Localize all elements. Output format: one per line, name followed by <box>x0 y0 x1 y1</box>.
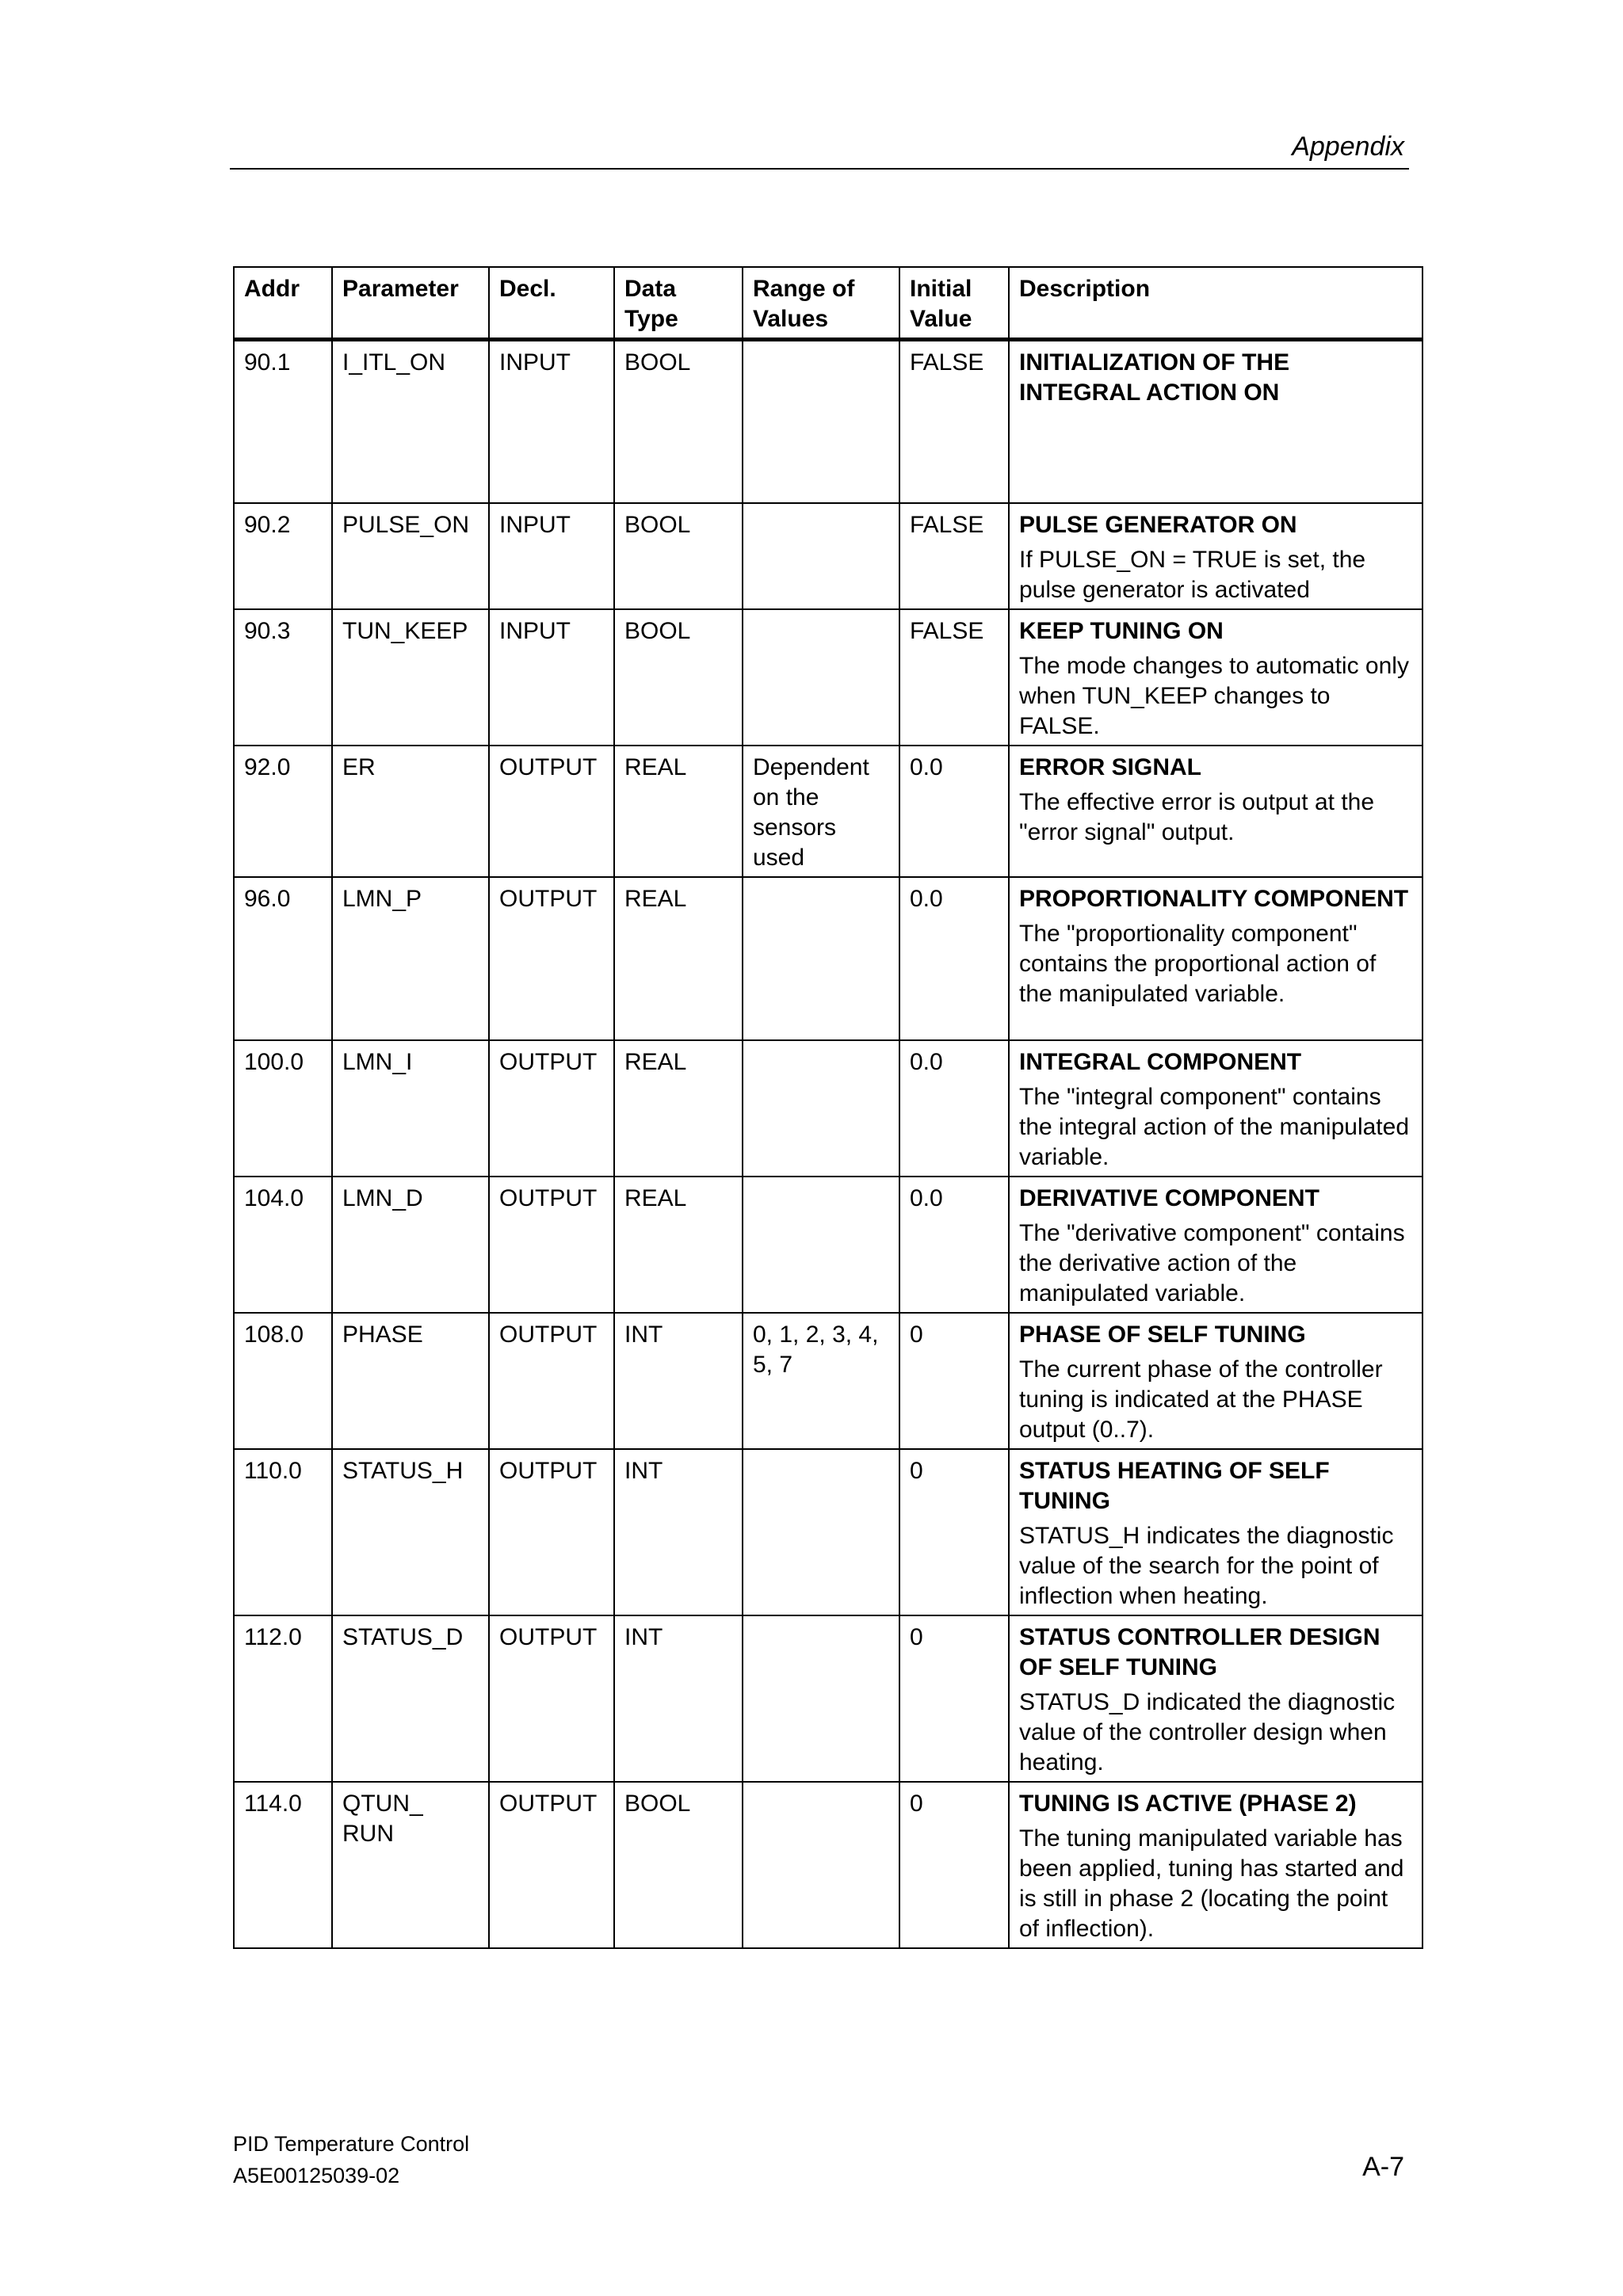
cell-initial: FALSE <box>899 609 1009 746</box>
cell-range <box>743 877 899 1040</box>
table-row <box>234 340 1423 503</box>
cell-decl: INPUT <box>489 340 614 503</box>
column-header-initial-value: Initial Value <box>899 267 1009 340</box>
table-header-row <box>234 267 1423 340</box>
cell-decl: OUTPUT <box>489 877 614 1040</box>
cell-description <box>1009 609 1423 746</box>
description-text: The "proportionality component" contains the proportional action of the manipulated variable. <box>1019 920 1377 1007</box>
table-row <box>234 503 1423 609</box>
column-header-data-type: Data Type <box>614 267 743 340</box>
cell-initial: 0.0 <box>899 746 1009 877</box>
cell-parameter: I_ITL_ON <box>332 340 489 503</box>
cell-type: REAL <box>614 1040 743 1177</box>
cell-range <box>743 1177 899 1313</box>
cell-decl: INPUT <box>489 609 614 746</box>
cell-decl: OUTPUT <box>489 1040 614 1177</box>
cell-initial: 0.0 <box>899 1177 1009 1313</box>
cell-parameter: STATUS_D <box>332 1615 489 1782</box>
description-title: PHASE OF SELF TUNING <box>1019 1321 1306 1348</box>
cell-range: 0, 1, 2, 3, 4, 5, 7 <box>743 1313 899 1449</box>
cell-initial: 0.0 <box>899 1040 1009 1177</box>
cell-type: INT <box>614 1313 743 1449</box>
description-title: INITIALIZATION OF THE INTEGRAL ACTION ON <box>1019 349 1290 406</box>
cell-addr: 90.2 <box>234 503 332 609</box>
cell-type: REAL <box>614 746 743 877</box>
description-text: The "integral component" contains the integral action of the manipulated variable. <box>1019 1083 1409 1170</box>
description-text: STATUS_D indicated the diagnostic value of the controller design when heating. <box>1019 1688 1396 1775</box>
cell-addr: 90.1 <box>234 340 332 503</box>
cell-addr: 108.0 <box>234 1313 332 1449</box>
column-header-description: Description <box>1009 267 1423 340</box>
cell-addr: 104.0 <box>234 1177 332 1313</box>
cell-type: INT <box>614 1615 743 1782</box>
description-text: The current phase of the controller tuning is indicated at the PHASE output (0..7). <box>1019 1356 1383 1443</box>
cell-decl: OUTPUT <box>489 746 614 877</box>
cell-description <box>1009 746 1423 877</box>
cell-range <box>743 1782 899 1948</box>
cell-type: BOOL <box>614 503 743 609</box>
cell-decl: OUTPUT <box>489 1782 614 1948</box>
cell-addr: 112.0 <box>234 1615 332 1782</box>
description-title: INTEGRAL COMPONENT <box>1019 1048 1302 1075</box>
description-title: TUNING IS ACTIVE (PHASE 2) <box>1019 1790 1357 1817</box>
table-row <box>234 1040 1423 1177</box>
description-title: PULSE GENERATOR ON <box>1019 511 1297 538</box>
description-title: STATUS HEATING OF SELF TUNING <box>1019 1457 1330 1514</box>
table-row <box>234 1177 1423 1313</box>
column-header-range: Range of Values <box>743 267 899 340</box>
cell-type: BOOL <box>614 609 743 746</box>
cell-initial: 0 <box>899 1782 1009 1948</box>
page-number: A-7 <box>1362 2152 1404 2182</box>
cell-addr: 110.0 <box>234 1449 332 1615</box>
column-header-parameter: Parameter <box>332 267 489 340</box>
cell-range <box>743 503 899 609</box>
cell-addr: 90.3 <box>234 609 332 746</box>
cell-description <box>1009 1177 1423 1313</box>
cell-range <box>743 340 899 503</box>
cell-addr: 100.0 <box>234 1040 332 1177</box>
cell-decl: OUTPUT <box>489 1313 614 1449</box>
cell-decl: INPUT <box>489 503 614 609</box>
cell-description <box>1009 1313 1423 1449</box>
cell-parameter: LMN_I <box>332 1040 489 1177</box>
description-title: PROPORTIONALITY COMPONENT <box>1019 885 1409 912</box>
cell-range <box>743 1615 899 1782</box>
header-rule <box>230 168 1409 170</box>
cell-parameter: PHASE <box>332 1313 489 1449</box>
cell-parameter: TUN_KEEP <box>332 609 489 746</box>
cell-initial: 0 <box>899 1449 1009 1615</box>
table-row <box>234 1615 1423 1782</box>
cell-range <box>743 1040 899 1177</box>
cell-type: REAL <box>614 1177 743 1313</box>
cell-description <box>1009 877 1423 1040</box>
cell-description <box>1009 1615 1423 1782</box>
section-title: Appendix <box>1292 132 1404 162</box>
cell-range <box>743 1449 899 1615</box>
cell-parameter: ER <box>332 746 489 877</box>
column-header-decl: Decl. <box>489 267 614 340</box>
cell-initial: 0 <box>899 1313 1009 1449</box>
cell-parameter: STATUS_H <box>332 1449 489 1615</box>
table-row <box>234 1313 1423 1449</box>
cell-parameter: LMN_D <box>332 1177 489 1313</box>
cell-type: BOOL <box>614 1782 743 1948</box>
parameter-table <box>233 266 1423 1949</box>
cell-parameter: QTUN_ RUN <box>332 1782 489 1948</box>
table-row <box>234 609 1423 746</box>
footer-document-info <box>233 2128 469 2191</box>
description-title: STATUS CONTROLLER DESIGN OF SELF TUNING <box>1019 1623 1381 1680</box>
description-title: KEEP TUNING ON <box>1019 617 1224 644</box>
cell-type: BOOL <box>614 340 743 503</box>
table-row <box>234 1782 1423 1948</box>
description-text: The tuning manipulated variable has been applied, tuning has started and is still in phase 2 (locating the point of inflection). <box>1019 1825 1404 1942</box>
footer-title: PID Temperature Control <box>233 2132 470 2156</box>
table-row <box>234 1449 1423 1615</box>
footer-doc-number: A5E00125039-02 <box>233 2164 400 2187</box>
description-text: If PULSE_ON = TRUE is set, the pulse generator is activated <box>1019 546 1366 603</box>
cell-initial: 0.0 <box>899 877 1009 1040</box>
description-text: The "derivative component" contains the derivative action of the manipulated variable. <box>1019 1219 1405 1306</box>
cell-range <box>743 609 899 746</box>
cell-parameter: LMN_P <box>332 877 489 1040</box>
cell-initial: FALSE <box>899 340 1009 503</box>
description-text: STATUS_H indicates the diagnostic value of the search for the point of inflection when heating. <box>1019 1522 1394 1609</box>
cell-decl: OUTPUT <box>489 1177 614 1313</box>
description-text: The mode changes to automatic only when TUN_KEEP changes to FALSE. <box>1019 652 1409 739</box>
cell-description <box>1009 503 1423 609</box>
cell-description <box>1009 340 1423 503</box>
cell-addr: 114.0 <box>234 1782 332 1948</box>
description-title: ERROR SIGNAL <box>1019 753 1202 780</box>
cell-addr: 96.0 <box>234 877 332 1040</box>
cell-initial: 0 <box>899 1615 1009 1782</box>
table-row <box>234 877 1423 1040</box>
cell-addr: 92.0 <box>234 746 332 877</box>
cell-type: INT <box>614 1449 743 1615</box>
cell-type: REAL <box>614 877 743 1040</box>
column-header-addr: Addr <box>234 267 332 340</box>
cell-description <box>1009 1040 1423 1177</box>
cell-description <box>1009 1782 1423 1948</box>
table-row <box>234 746 1423 877</box>
cell-range: Dependent on the sensors used <box>743 746 899 877</box>
cell-decl: OUTPUT <box>489 1615 614 1782</box>
description-title: DERIVATIVE COMPONENT <box>1019 1184 1319 1211</box>
cell-description <box>1009 1449 1423 1615</box>
description-text: The effective error is output at the "error signal" output. <box>1019 788 1375 845</box>
cell-initial: FALSE <box>899 503 1009 609</box>
cell-decl: OUTPUT <box>489 1449 614 1615</box>
cell-parameter: PULSE_ON <box>332 503 489 609</box>
